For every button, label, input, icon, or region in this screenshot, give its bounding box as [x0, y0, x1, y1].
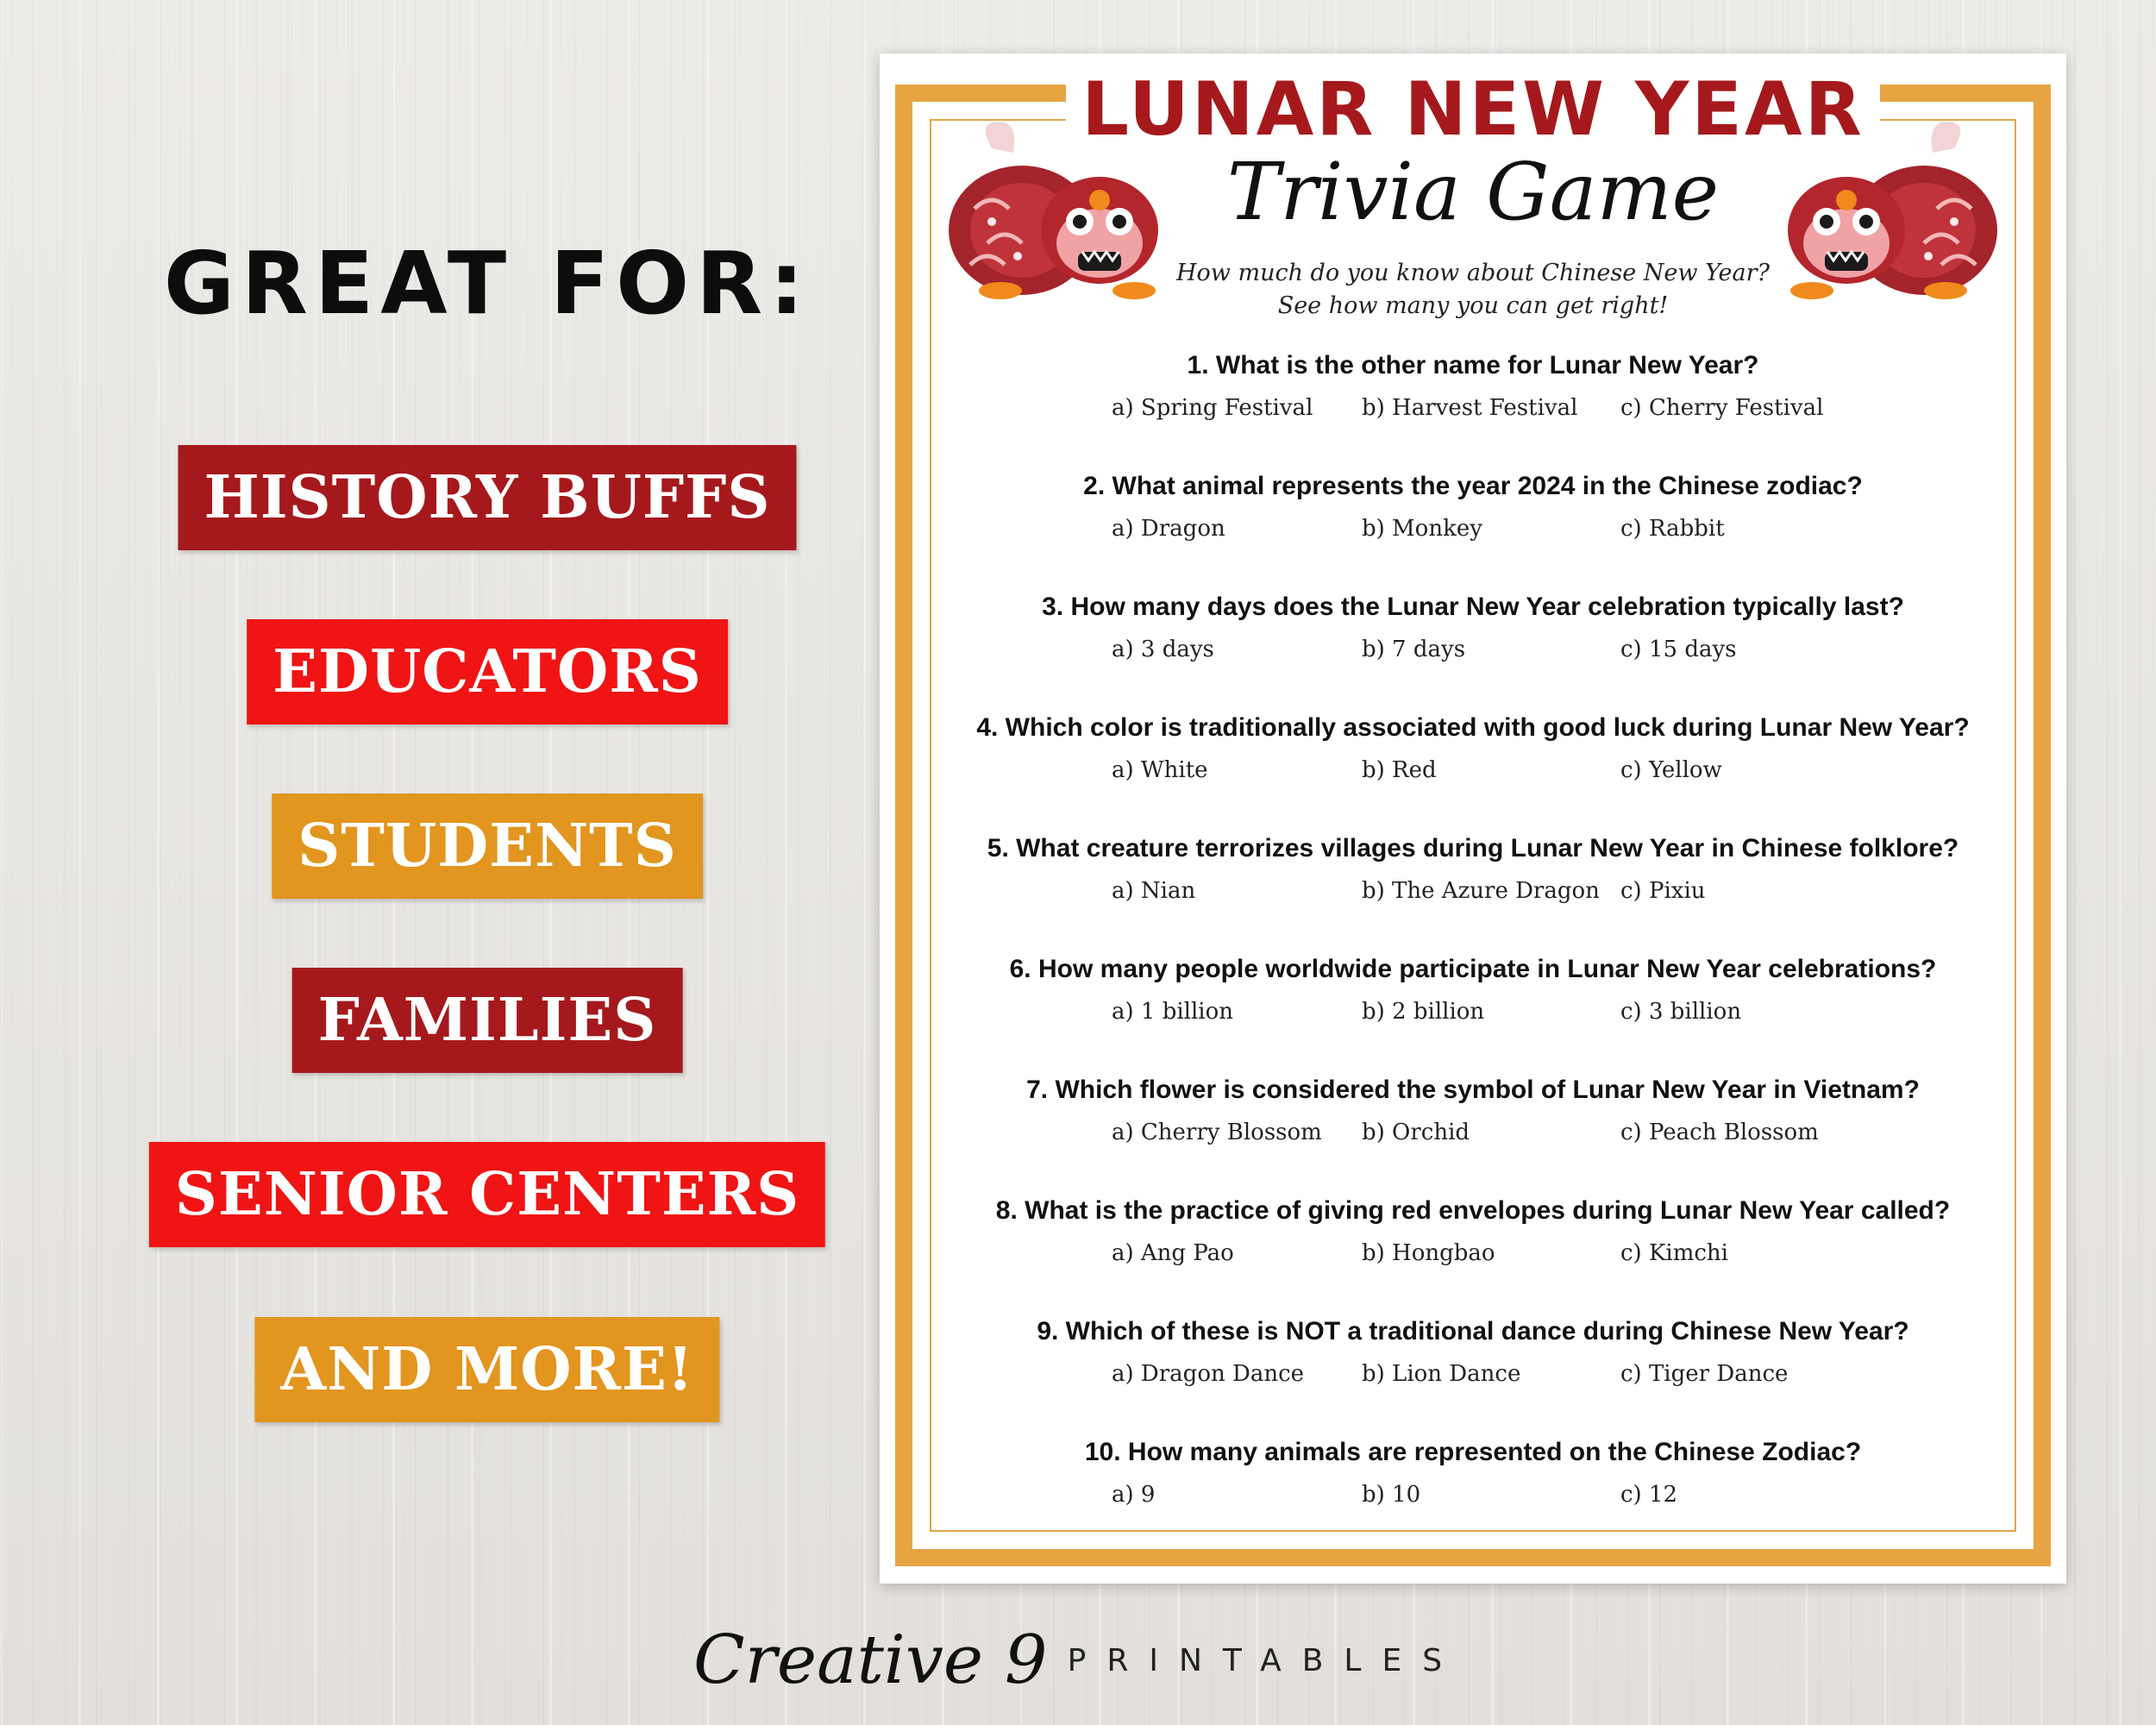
question-item	[914, 709, 2032, 830]
answer-option-a: a) Ang Pao	[1112, 1240, 1234, 1266]
question-text: 6. How many people worldwide participate in Lunar New Year celebrations?	[1009, 955, 1937, 983]
trivia-sheet	[880, 53, 2066, 1584]
answer-option-b: b) Hongbao	[1362, 1240, 1495, 1266]
sheet-subtitle: Trivia Game	[1226, 146, 1720, 238]
answer-option-b: b) The Azure Dragon	[1362, 878, 1600, 904]
brand-logo	[0, 1622, 2156, 1699]
answer-option-b: b) 7 days	[1362, 637, 1466, 662]
answer-option-c: c) Peach Blossom	[1620, 1120, 1819, 1145]
answer-option-c: c) Rabbit	[1620, 516, 1725, 542]
question-item	[914, 830, 2032, 950]
answer-option-a: a) Cherry Blossom	[1112, 1120, 1322, 1145]
answer-options	[914, 1361, 2032, 1404]
audience-tag: FAMILIES	[292, 968, 683, 1073]
answer-options	[914, 757, 2032, 800]
answer-options	[914, 1120, 2032, 1163]
question-item	[914, 1313, 2032, 1433]
brand-script: Creative 9	[693, 1622, 1048, 1699]
answer-option-a: a) 3 days	[1112, 637, 1214, 662]
audience-tag: EDUCATORS	[247, 619, 728, 724]
answer-option-b: b) Harvest Festival	[1362, 395, 1578, 421]
question-text: 5. What creature terrorizes villages during Lunar New Year in Chinese folklore?	[987, 834, 1959, 862]
question-text: 8. What is the practice of giving red envelopes during Lunar New Year called?	[995, 1196, 1951, 1225]
question-text: 9. Which of these is NOT a traditional dance during Chinese New Year?	[1037, 1317, 1909, 1346]
great-for-heading: GREAT FOR:	[163, 233, 812, 334]
answer-option-c: c) 12	[1620, 1482, 1678, 1508]
question-item	[914, 1192, 2032, 1313]
audience-tag: HISTORY BUFFS	[178, 445, 796, 550]
answer-option-c: c) Cherry Festival	[1620, 395, 1824, 421]
answer-option-b: b) 2 billion	[1362, 999, 1485, 1025]
question-item	[914, 1071, 2032, 1192]
answer-option-a: a) 9	[1112, 1482, 1156, 1508]
question-list	[914, 347, 2032, 1554]
question-text: 3. How many days does the Lunar New Year celebration typically last?	[1042, 593, 1904, 621]
answer-options	[914, 1240, 2032, 1283]
sheet-title: LUNAR NEW YEAR	[1066, 62, 1880, 157]
answer-options	[914, 878, 2032, 921]
audience-tag: AND MORE!	[254, 1317, 719, 1422]
answer-option-c: c) Yellow	[1620, 757, 1722, 783]
question-item	[914, 950, 2032, 1071]
lion-dance-icon	[1782, 114, 2006, 312]
answer-option-a: a) Spring Festival	[1112, 395, 1313, 421]
answer-option-b: b) 10	[1362, 1482, 1421, 1508]
answer-option-b: b) Monkey	[1362, 516, 1482, 542]
answer-options	[914, 1482, 2032, 1525]
answer-option-c: c) Tiger Dance	[1620, 1361, 1789, 1387]
answer-option-c: c) Kimchi	[1620, 1240, 1728, 1266]
question-item	[914, 467, 2032, 588]
answer-options	[914, 395, 2032, 438]
audience-tag: SENIOR CENTERS	[149, 1142, 825, 1247]
question-text: 10. How many animals are represented on the Chinese Zodiac?	[1084, 1438, 1862, 1466]
question-item	[914, 1433, 2032, 1554]
answer-options	[914, 999, 2032, 1042]
question-text: 1. What is the other name for Lunar New Year?	[1187, 351, 1759, 380]
answer-option-b: b) Red	[1362, 757, 1437, 783]
answer-option-a: a) Dragon	[1112, 516, 1225, 542]
answer-option-a: a) Nian	[1112, 878, 1196, 904]
answer-option-c: c) Pixiu	[1620, 878, 1706, 904]
intro-line-2: See how many you can get right!	[1277, 292, 1669, 319]
question-item	[914, 588, 2032, 709]
answer-options	[914, 516, 2032, 559]
question-text: 2. What animal represents the year 2024 in the Chinese zodiac?	[1083, 472, 1863, 500]
question-text: 4. Which color is traditionally associated with good luck during Lunar New Year?	[976, 713, 1970, 742]
answer-option-b: b) Orchid	[1362, 1120, 1470, 1145]
answer-option-a: a) White	[1112, 757, 1208, 783]
answer-option-b: b) Lion Dance	[1362, 1361, 1521, 1387]
lion-dance-icon	[940, 114, 1164, 312]
answer-options	[914, 637, 2032, 680]
question-text: 7. Which flower is considered the symbol of Lunar New Year in Vietnam?	[1026, 1076, 1920, 1104]
answer-option-a: a) Dragon Dance	[1112, 1361, 1305, 1387]
brand-caps: PRINTABLES	[1067, 1642, 1463, 1678]
intro-line-1: How much do you know about Chinese New Year?	[1175, 260, 1771, 286]
answer-option-a: a) 1 billion	[1112, 999, 1234, 1025]
audience-tag: STUDENTS	[272, 794, 703, 899]
answer-option-c: c) 15 days	[1620, 637, 1737, 662]
answer-option-c: c) 3 billion	[1620, 999, 1742, 1025]
question-item	[914, 347, 2032, 467]
